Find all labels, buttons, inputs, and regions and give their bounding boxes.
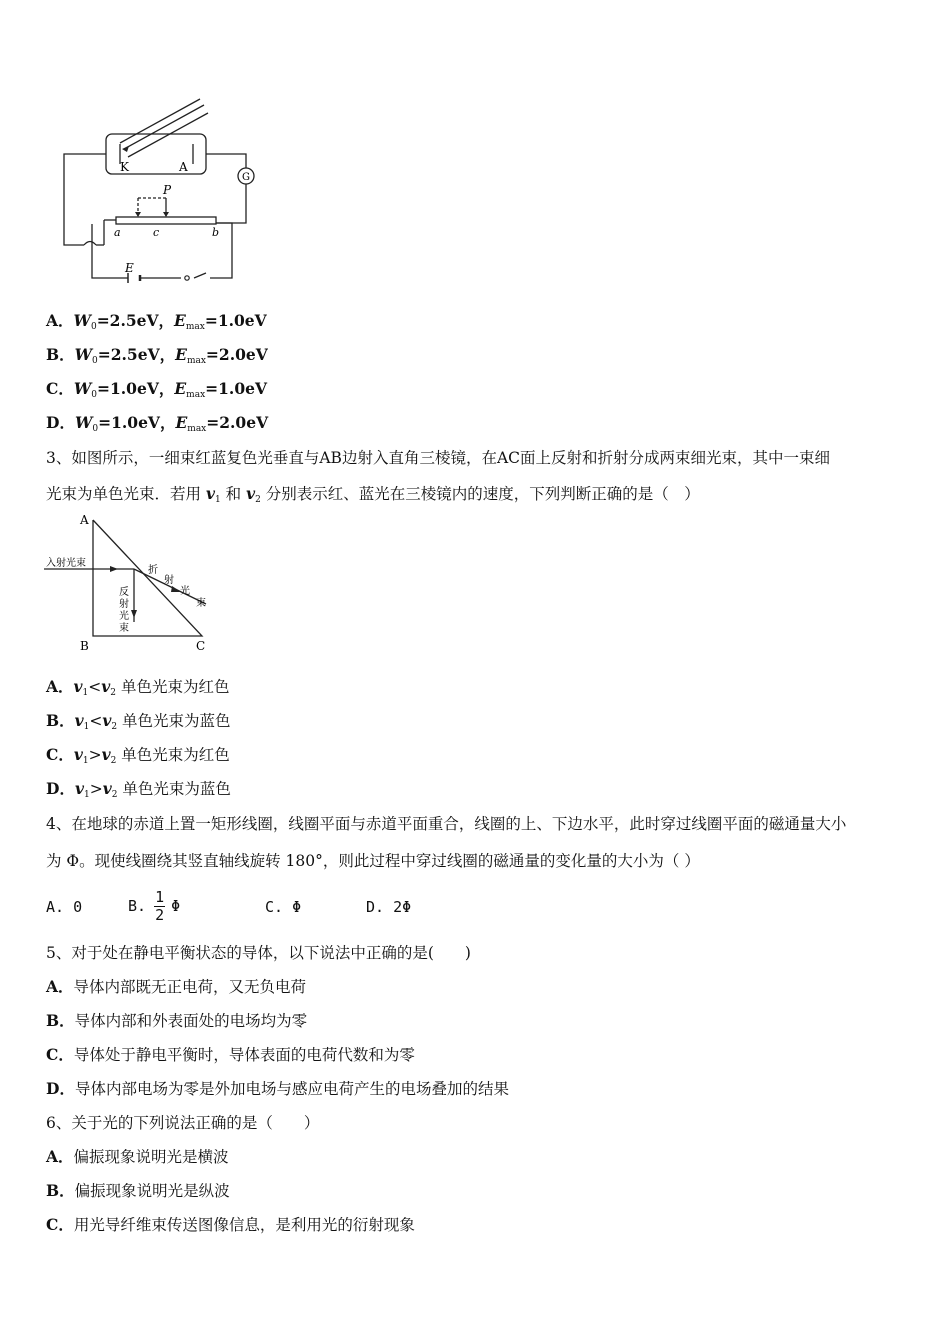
- reflect-label-2: 射: [119, 599, 129, 610]
- refract-label-2: 射: [164, 575, 174, 586]
- refract-label-4: 束: [196, 598, 206, 609]
- q5-option-b[interactable]: B．导体内部和外表面处的电场均为零: [46, 1011, 308, 1030]
- q4-option-a[interactable]: A. 0: [46, 898, 83, 916]
- label-b: b: [212, 226, 220, 239]
- q4-option-b[interactable]: B. $\frac{1}{2}$ Φ: [128, 888, 181, 924]
- label-p: P: [163, 183, 172, 197]
- q4-stem-line1: 4、在地球的赤道上置一矩形线圈，线圈平面与赤道平面重合，线圈的上、下边水平，此时穿过线圈平面的磁通量大小: [46, 815, 847, 833]
- q2-option-b[interactable]: B．$W_0=2.5eV$，$E_{max}=2.0eV$: [46, 345, 268, 366]
- reflect-label-1: 反: [119, 587, 129, 598]
- q2-option-c[interactable]: C．$W_0=1.0eV$，$E_{max}=1.0eV$: [46, 379, 267, 400]
- label-k: K: [120, 160, 129, 174]
- q6-stem: 6、关于光的下列说法正确的是（ ）: [46, 1114, 320, 1132]
- label-g: G: [242, 172, 250, 183]
- prism-label-b: B: [80, 639, 89, 653]
- prism-figure: [44, 512, 224, 657]
- refract-label-3: 光: [180, 586, 190, 597]
- q4-option-c[interactable]: C. Φ: [265, 898, 302, 916]
- photoelectric-circuit-figure: [56, 95, 266, 290]
- q6-option-b[interactable]: B．偏振现象说明光是纵波: [46, 1181, 230, 1200]
- q4-option-d[interactable]: D. 2Φ: [366, 898, 412, 916]
- q5-stem: 5、对于处在静电平衡状态的导体，以下说法中正确的是( ): [46, 944, 471, 962]
- q3-stem-line1: 3、如图所示，一细束红蓝复色光垂直与AB边射入直角三棱镜，在AC面上反射和折射分成两束细光束，其中一束细: [46, 449, 831, 467]
- q4-stem-line2: 为 Φ。现使线圈绕其竖直轴线旋转 180°，则此过程中穿过线圈的磁通量的变化量的大小为（ ）: [46, 852, 700, 870]
- q2-option-d[interactable]: D．$W_0=1.0eV$，$E_{max}=2.0eV$: [46, 413, 269, 434]
- q3-option-c[interactable]: C．$v_1>v_2$ 单色光束为红色: [46, 745, 230, 766]
- q5-option-a[interactable]: A．导体内部既无正电荷，又无负电荷: [46, 977, 307, 996]
- q3-option-a[interactable]: A．$v_1<v_2$ 单色光束为红色: [46, 677, 230, 698]
- q5-option-c[interactable]: C．导体处于静电平衡时，导体表面的电荷代数和为零: [46, 1045, 415, 1064]
- q3-stem-line2: 光束为单色光束．若用 $v_1$ 和 $v_2$ 分别表示红、蓝光在三棱镜内的速度，下列判断正确的是（ ）: [46, 484, 700, 505]
- label-a-small: a: [114, 226, 121, 239]
- label-a: A: [179, 160, 188, 174]
- q3-option-b[interactable]: B．$v_1<v_2$ 单色光束为蓝色: [46, 711, 231, 732]
- q6-option-c[interactable]: C．用光导纤维束传送图像信息，是利用光的衍射现象: [46, 1215, 415, 1234]
- q5-option-d[interactable]: D．导体内部电场为零是外加电场与感应电荷产生的电场叠加的结果: [46, 1079, 509, 1098]
- label-c: c: [153, 226, 160, 239]
- prism-label-c: C: [196, 639, 206, 653]
- label-e: E: [125, 261, 134, 275]
- q3-option-d[interactable]: D．$v_1>v_2$ 单色光束为蓝色: [46, 779, 231, 800]
- q2-option-a[interactable]: A．$W_0=2.5eV$，$E_{max}=1.0eV$: [46, 311, 267, 332]
- reflect-label-4: 束: [119, 623, 129, 634]
- incident-beam-label: 入射光束: [46, 558, 86, 569]
- prism-label-a: A: [80, 513, 89, 527]
- reflect-label-3: 光: [119, 611, 129, 622]
- q6-option-a[interactable]: A．偏振现象说明光是横波: [46, 1147, 229, 1166]
- refract-label-1: 折: [148, 565, 158, 576]
- fraction-one-half: $\frac{1}{2}$: [155, 888, 165, 924]
